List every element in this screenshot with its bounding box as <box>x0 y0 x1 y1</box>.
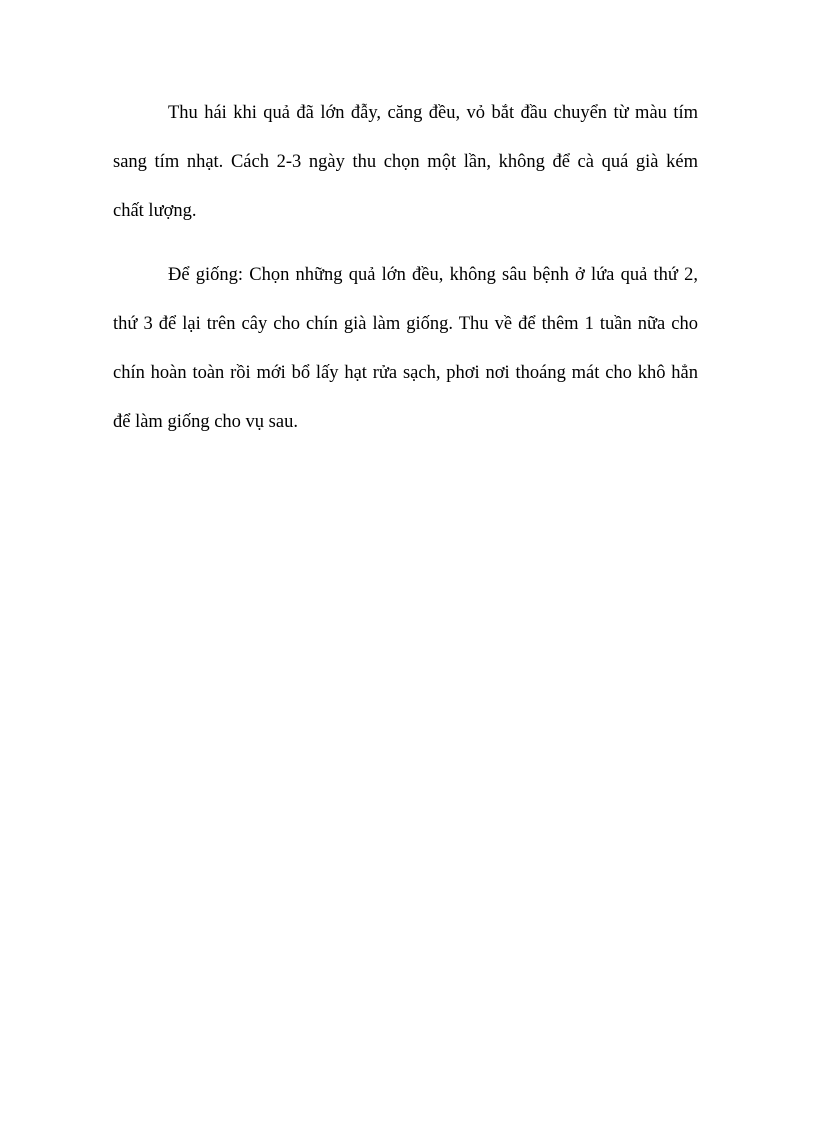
paragraph-line: sang tím nhạt. Cách 2-3 ngày thu chọn một lần, không để cà quá già kém <box>113 152 698 172</box>
paragraph-line: chất lượng. <box>113 201 197 221</box>
paragraph-line: chín hoàn toàn rồi mới bổ lấy hạt rửa sạch, phơi nơi thoáng mát cho khô hẳn <box>113 363 698 383</box>
paragraph-seed-selection <box>113 251 698 447</box>
paragraph-line: thứ 3 để lại trên cây cho chín già làm giống. Thu về để thêm 1 tuần nữa cho <box>113 314 698 334</box>
paragraph-line: Thu hái khi quả đã lớn đẫy, căng đều, vỏ bắt đầu chuyển từ màu tím <box>168 103 698 123</box>
paragraph-line: để làm giống cho vụ sau. <box>113 412 298 432</box>
paragraph-harvesting <box>113 89 698 236</box>
paragraph-line: Để giống: Chọn những quả lớn đều, không sâu bệnh ở lứa quả thứ 2, <box>168 265 698 285</box>
